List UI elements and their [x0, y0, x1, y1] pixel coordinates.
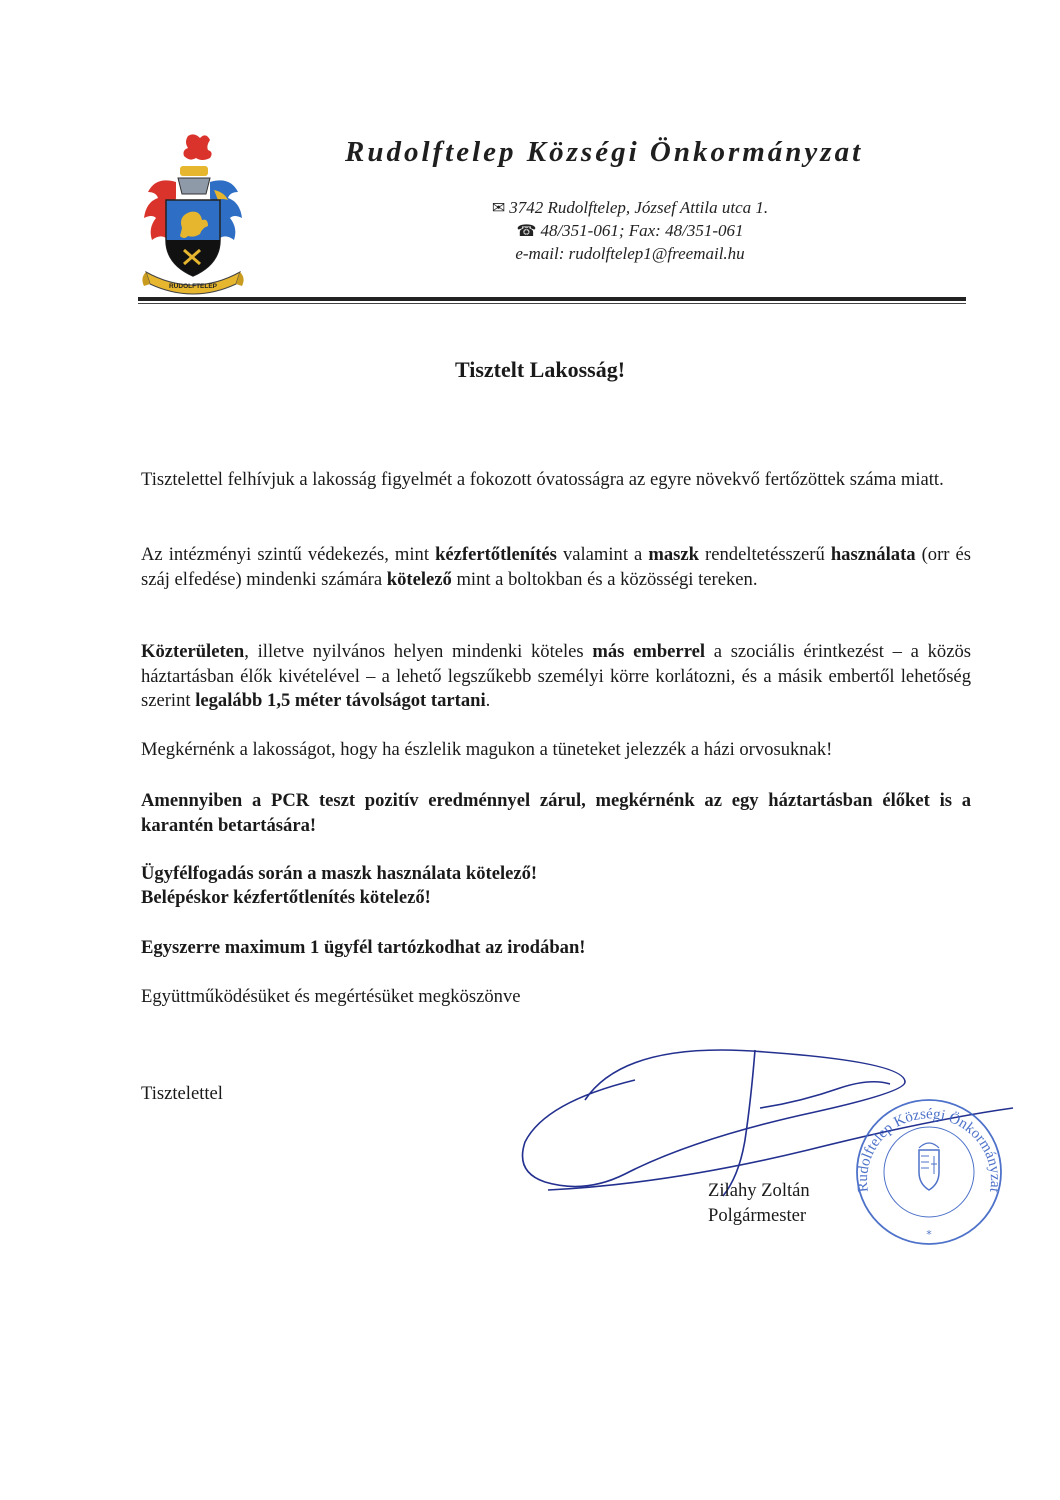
organization-title: Rudolftelep Községi Önkormányzat [345, 136, 864, 168]
header-divider-thick [138, 297, 966, 301]
signature [523, 1050, 1014, 1196]
paragraph-2 [141, 543, 971, 592]
p2-text: (orr és száj elfedése) mindenki számára [141, 544, 972, 590]
stamp-text-path: Rudolftelep Községi Önkormányzat [854, 1106, 1004, 1194]
star-icon: * [926, 1228, 932, 1241]
telephone-icon: ☎ [516, 223, 537, 240]
p2-bold: kézfertőtlenítés [435, 544, 557, 565]
address-line [380, 198, 880, 218]
p2-text: rendeltetésszerű [698, 544, 831, 565]
round-stamp [855, 1100, 1003, 1244]
crest-banner-text: RUDOLFTELEP [168, 283, 218, 290]
email-line [380, 244, 880, 264]
paragraph-8: Együttműködésüket és megértésüket megköszönve [141, 986, 521, 1007]
p2-text: mint a boltokban és a közösségi tereken. [451, 568, 758, 590]
address-text: 3742 Rudolftelep, József Attila utca 1. [509, 198, 769, 217]
p3-text: a szociális érintkezést – a közös háztartásban élők kivételével – a lehető legszűkebb személyi körre korlátozni, és a másik embertől lehetőség szerint [141, 641, 971, 711]
signatory-title: Polgármester [708, 1205, 807, 1226]
signatory-name: Zilahy Zoltán [708, 1180, 810, 1201]
p2-bold: kötelező [386, 568, 452, 590]
paragraph-6b: Belépéskor kézfertőtlenítés kötelező! [141, 887, 431, 908]
envelope-icon: ✉ [491, 200, 506, 217]
phone-fax-text: 48/351-061; Fax: 48/351-061 [540, 221, 744, 240]
paragraph-4: Megkérnénk a lakosságot, hogy ha észlelik magukon a tüneteket jelezzék a házi orvosuknak! [141, 739, 833, 760]
p3-bold: Közterületen [141, 641, 245, 662]
closing-salutation: Tisztelettel [141, 1083, 223, 1104]
p3-bold: legalább 1,5 méter távolságot tartani [195, 690, 486, 711]
paragraph-5: Amennyiben a PCR teszt pozitív eredménnyel zárul, megkérnénk az egy háztartásban élőket is a karantén betartására! [141, 790, 971, 836]
p3-bold: más emberrel [592, 641, 706, 662]
p2-bold: használata [830, 544, 916, 565]
p2-bold: maszk [648, 544, 699, 565]
phone-line [380, 221, 880, 241]
p2-text: Az intézményi szintű védekezés, mint [141, 544, 436, 565]
stamp-text [855, 1106, 1003, 1194]
municipal-crest [138, 132, 248, 304]
paragraph-7: Egyszerre maximum 1 ügyfél tartózkodhat az irodában! [141, 937, 586, 958]
greeting-heading: Tisztelt Lakosság! [454, 357, 626, 382]
p3-text: , illetve nyilvános helyen mindenki köteles [244, 641, 593, 662]
p2-text: valamint a [556, 544, 649, 565]
paragraph-6a: Ügyfélfogadás során a maszk használata kötelező! [141, 863, 538, 884]
paragraph-3 [141, 640, 971, 714]
p3-text: . [485, 690, 491, 711]
email-text: e-mail: rudolftelep1@freemail.hu [515, 244, 745, 263]
header-divider-thin [138, 303, 966, 304]
paragraph-1: Tisztelettel felhívjuk a lakosság figyelmét a fokozott óvatosságra az egyre növekvő fertőzöttek száma miatt. [141, 469, 944, 490]
